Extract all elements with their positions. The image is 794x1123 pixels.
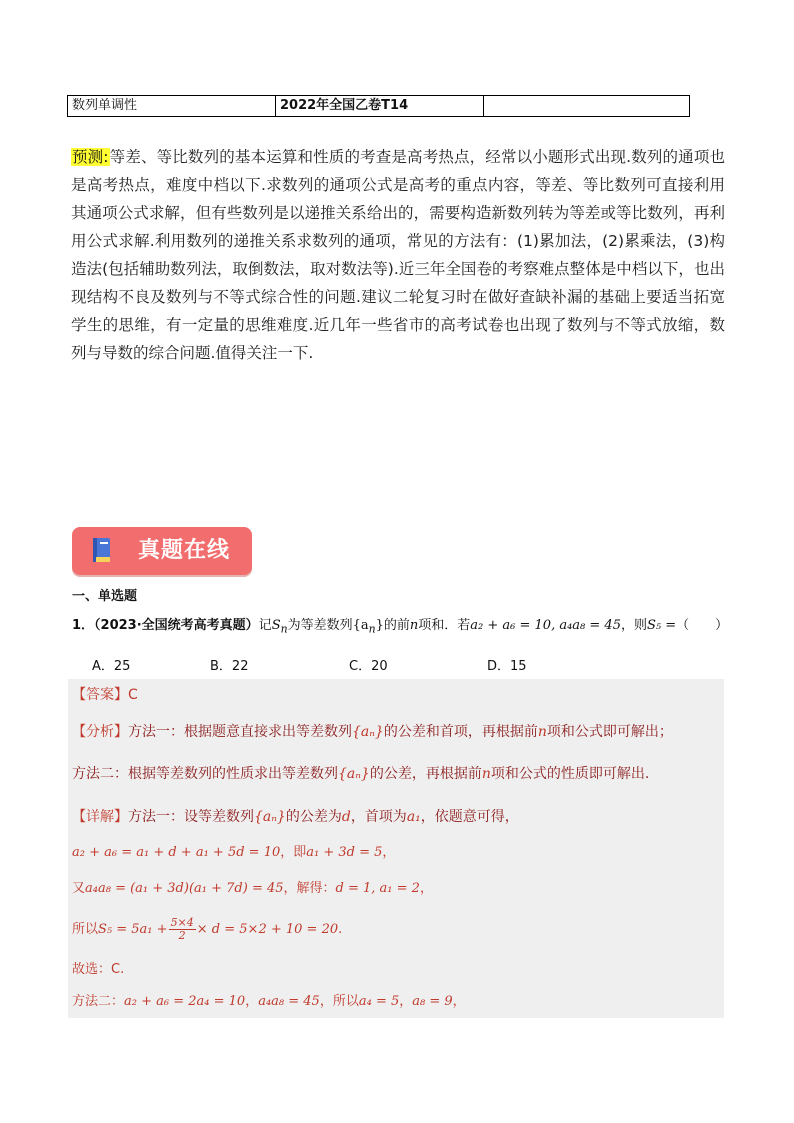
- analysis-text: 方法二：根据等差数列的性质求出等差数列: [72, 766, 338, 782]
- equation-line-1: [72, 842, 395, 864]
- analysis-text: 的公差，再根据前: [369, 766, 482, 782]
- equation-text: .: [338, 922, 343, 937]
- equation-line-3: [72, 915, 342, 945]
- seq-subscript: n: [368, 622, 376, 636]
- seq-formula: {aₙ}: [254, 809, 286, 825]
- equation: a₂ + a₆ = a₁ + d + a₁ + 5d = 10: [72, 845, 281, 860]
- detail-text: 方法一：设等差数列: [128, 809, 254, 825]
- analysis-line-2: [72, 763, 649, 785]
- equation: S₅ = 5a₁ +: [98, 922, 168, 937]
- question-text: 的前: [383, 618, 410, 633]
- question-text: 项和．若: [418, 618, 471, 633]
- equation: a₄a₈ = (a₁ + 3d)(a₁ + 7d) = 45: [85, 881, 284, 896]
- fraction-denominator: 2: [178, 929, 186, 942]
- a1-symbol: a₁: [406, 809, 421, 825]
- equation-text: 所以: [72, 922, 99, 937]
- answer-line: [72, 684, 138, 706]
- banner-title: 真题在线: [138, 538, 231, 563]
- detail-text: ，依题意可得，: [420, 809, 519, 825]
- method-two-line: [72, 991, 466, 1013]
- sn-subscript: n: [280, 622, 288, 636]
- topic-table: [67, 95, 690, 117]
- analysis-text: 项和公式的性质即可解出.: [490, 766, 650, 782]
- prediction-tag: 预测:: [72, 148, 109, 166]
- table-row: [68, 96, 690, 117]
- answer-tag: 【答案】: [72, 687, 128, 703]
- ask-formula: S₅ =: [646, 618, 677, 633]
- sn-symbol: [271, 618, 288, 636]
- detail-text: ，首项为: [350, 809, 407, 825]
- equation-line-2: [72, 878, 433, 900]
- section-heading: 一、单选题: [72, 589, 138, 604]
- n-symbol: n: [537, 724, 547, 740]
- analysis-tag: 【分析】: [72, 724, 128, 740]
- answer-paren: （ ）: [676, 618, 729, 633]
- detail-line-1: [72, 806, 519, 828]
- answer-value: C: [128, 687, 138, 703]
- sequence-symbol: [352, 618, 384, 636]
- analysis-text: 项和公式即可解出；: [546, 724, 673, 740]
- prediction-paragraph: [71, 143, 725, 367]
- choice-c: C．20: [349, 659, 388, 674]
- equation: d = 1, a₁ = 2: [335, 881, 420, 896]
- n-symbol: n: [481, 766, 491, 782]
- question-1: [72, 616, 732, 640]
- book-icon: [92, 537, 112, 564]
- equation-text: ，解得：: [283, 881, 336, 896]
- question-text: 为等差数列: [287, 618, 353, 633]
- topic-cell: 数列单调性: [68, 96, 276, 117]
- condition-formula: a₂ + a₆ = 10, a₄a₈ = 45: [470, 618, 621, 633]
- choice-a: A．25: [92, 659, 131, 674]
- prediction-text: 等差、等比数列的基本运算和性质的考查是高考热点，经常以小题形式出现.数列的通项也是高考热点，难度中档以下.求数列的通项公式是高考的重点内容，等差、等比数列可直接利用其通项公式求解，但有些数列是以递推关系给出的，需要构造新数列转为等差或等比数列，再利用公式求解.利用数列的递推关系求数列的通项，常见的方法有：(1)累加法，(2)累乘法，(3)构造法(包括辅助数列法，取倒数法，取对数法等).近三年全国卷的考察难点整体是中档以下，也出现结构不良及数列与不等式综合性的问题.建议二轮复习时在做好查缺补漏的基础上要适当拓宽学生的思维，有一定量的思维难度.近几年一些省市的高考试卷也出现了数列与不等式放缩，数列与导数的综合问题.值得关注一下.: [71, 148, 725, 362]
- analysis-line-1: [72, 721, 673, 743]
- seq-open: {a: [352, 618, 369, 633]
- equation-text: 方法二：: [72, 994, 125, 1009]
- question-number: 1．: [72, 618, 95, 633]
- seq-formula: {aₙ}: [338, 766, 370, 782]
- seq-close: }: [375, 618, 384, 633]
- answer-block: [68, 679, 724, 1018]
- section-banner: [72, 527, 252, 575]
- equation: a₁ + 3d = 5: [306, 845, 383, 860]
- source-cell: 2022年全国乙卷T14: [276, 96, 484, 117]
- equation-text: ，: [245, 994, 259, 1009]
- choose-line: 故选：C.: [72, 962, 125, 977]
- d-symbol: d: [341, 809, 351, 825]
- choice-b: B．22: [210, 659, 249, 674]
- fraction: [169, 917, 196, 942]
- equation: a₈ = 9: [412, 994, 453, 1009]
- detail-tag: 【详解】: [72, 809, 128, 825]
- question-source: （2023·全国统考高考真题）: [94, 618, 259, 633]
- fraction-numerator: 5×4: [170, 916, 194, 929]
- equation-text: ，: [419, 881, 433, 896]
- choices: [0, 655, 794, 675]
- equation-text: 又: [72, 881, 86, 896]
- equation: a₂ + a₆ = 2a₄ = 10: [124, 994, 246, 1009]
- n-symbol: n: [409, 618, 419, 633]
- equation: a₄ = 5: [358, 994, 400, 1009]
- choice-d: D．15: [487, 659, 527, 674]
- equation-text: ，: [399, 994, 413, 1009]
- equation: × d = 5×2 + 10 = 20: [196, 922, 339, 937]
- seq-formula: {aₙ}: [352, 724, 384, 740]
- equation-text: ，: [382, 845, 396, 860]
- equation-text: ，: [452, 994, 466, 1009]
- analysis-text: 方法一：根据题意直接求出等差数列: [128, 724, 352, 740]
- detail-text: 的公差为: [285, 809, 342, 825]
- blank-cell: [484, 96, 690, 117]
- question-text: 记: [258, 618, 272, 633]
- equation: a₄a₈ = 45: [258, 994, 320, 1009]
- question-text: ，则: [620, 618, 647, 633]
- analysis-text: 的公差和首项，再根据前: [383, 724, 538, 740]
- equation-text: ，所以: [319, 994, 359, 1009]
- equation-text: ，即: [280, 845, 307, 860]
- sn-letter: S: [271, 618, 281, 633]
